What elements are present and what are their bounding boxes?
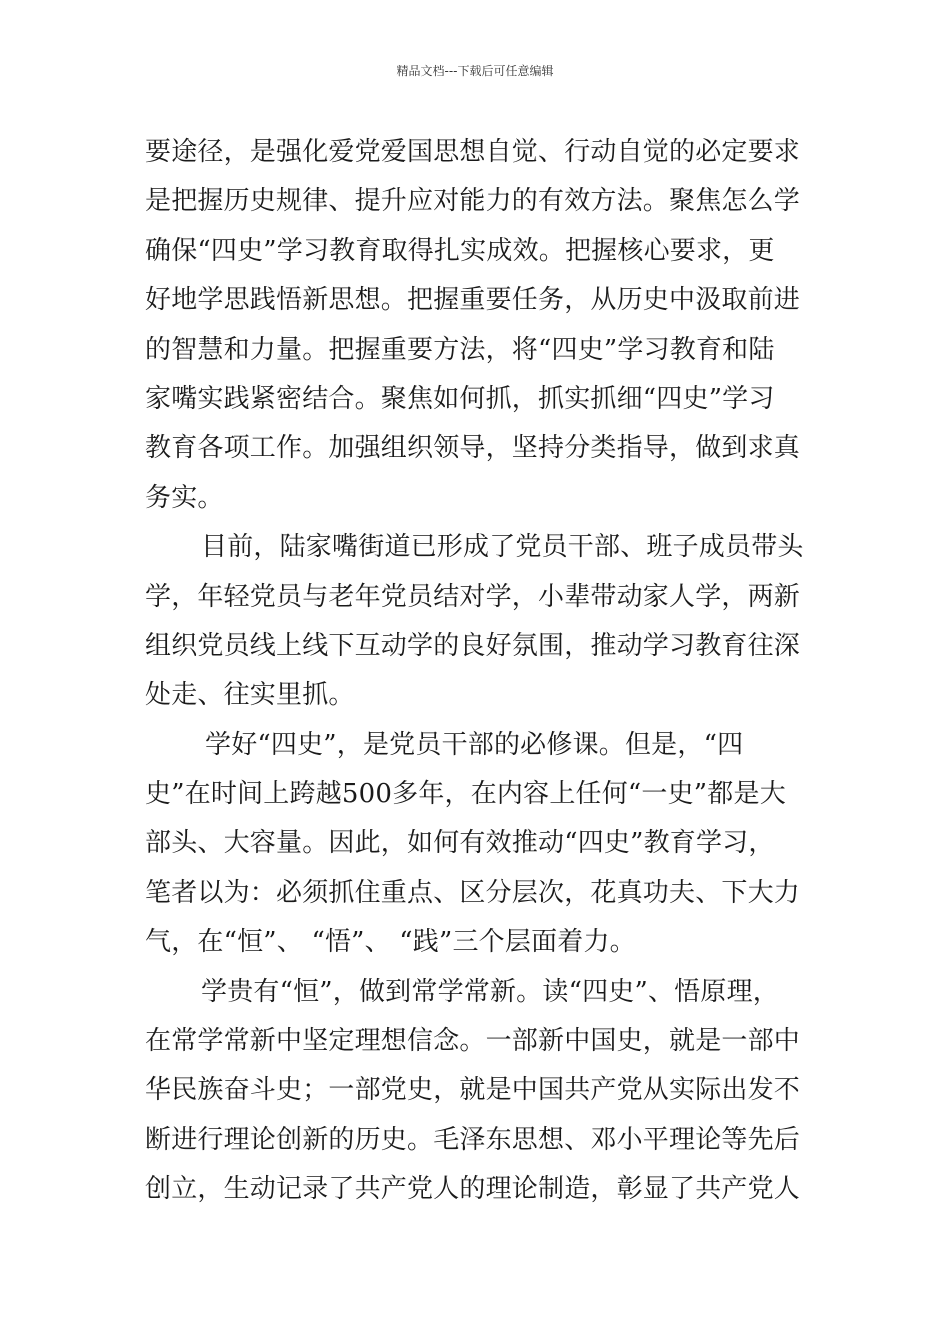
text-line: 气，在“恒”、 “悟”、 “践”三个层面着力。 [145, 927, 636, 958]
text-line: 好地学思践悟新思想。把握重要任务，从历史中汲取前进 [145, 285, 801, 316]
text-line: 创立，生动记录了共产党人的理论制造，彰显了共产党人 [145, 1174, 801, 1205]
document-body [145, 128, 825, 1215]
text-line: 华民族奋斗史；一部党史，就是中国共产党从实际出发不 [145, 1075, 801, 1106]
text-line: 的智慧和力量。把握重要方法，将“四史”学习教育和陆 [145, 334, 775, 365]
text-line: 家嘴实践紧密结合。聚焦如何抓，抓实抓细“四史”学习 [145, 383, 775, 414]
text-line: 要途径，是强化爱党爱国思想自觉、行动自觉的必定要求 [145, 137, 801, 167]
text-line: 学，年轻党员与老年党员结对学，小辈带动家人学，两新 [145, 581, 801, 612]
paragraph-1 [145, 128, 825, 523]
page-header: 精品文档---下载后可任意编辑 [396, 64, 554, 78]
paragraph-4 [145, 968, 825, 1215]
text-line: 笔者以为：必须抓住重点、区分层次，花真功夫、下大力 [145, 877, 801, 908]
paragraph-2 [145, 523, 825, 721]
text-line: 断进行理论创新的历史。毛泽东思想、邓小平理论等先后 [145, 1124, 801, 1155]
text-line: 在常学常新中坚定理想信念。一部新中国史，就是一部中 [145, 1026, 801, 1057]
text-line: 史”在时间上跨越500多年，在内容上任何“一史”都是大 [145, 779, 786, 810]
text-line: 教育各项工作。加强组织领导，坚持分类指导，做到求真 [145, 433, 801, 464]
text-line: 务实。 [145, 482, 224, 513]
text-line: 学贵有“恒”，做到常学常新。读“四史”、悟原理， [201, 976, 779, 1007]
text-line: 确保“四史”学习教育取得扎实成效。把握核心要求，更 [145, 235, 775, 266]
text-line: 目前，陆家嘴街道已形成了党员干部、班子成员带头 [201, 532, 804, 563]
text-line: 部头、大容量。因此，如何有效推动“四史”教育学习， [145, 828, 775, 859]
text-line: 学好“四史”，是党员干部的必修课。但是，“四 [205, 729, 744, 760]
text-line: 处走、往实里抓。 [145, 680, 355, 711]
text-line: 组织党员线上线下互动学的良好氛围，推动学习教育往深 [145, 630, 801, 661]
text-line: 是把握历史规律、提升应对能力的有效方法。聚焦怎么学 [145, 186, 801, 217]
paragraph-3 [145, 721, 825, 968]
